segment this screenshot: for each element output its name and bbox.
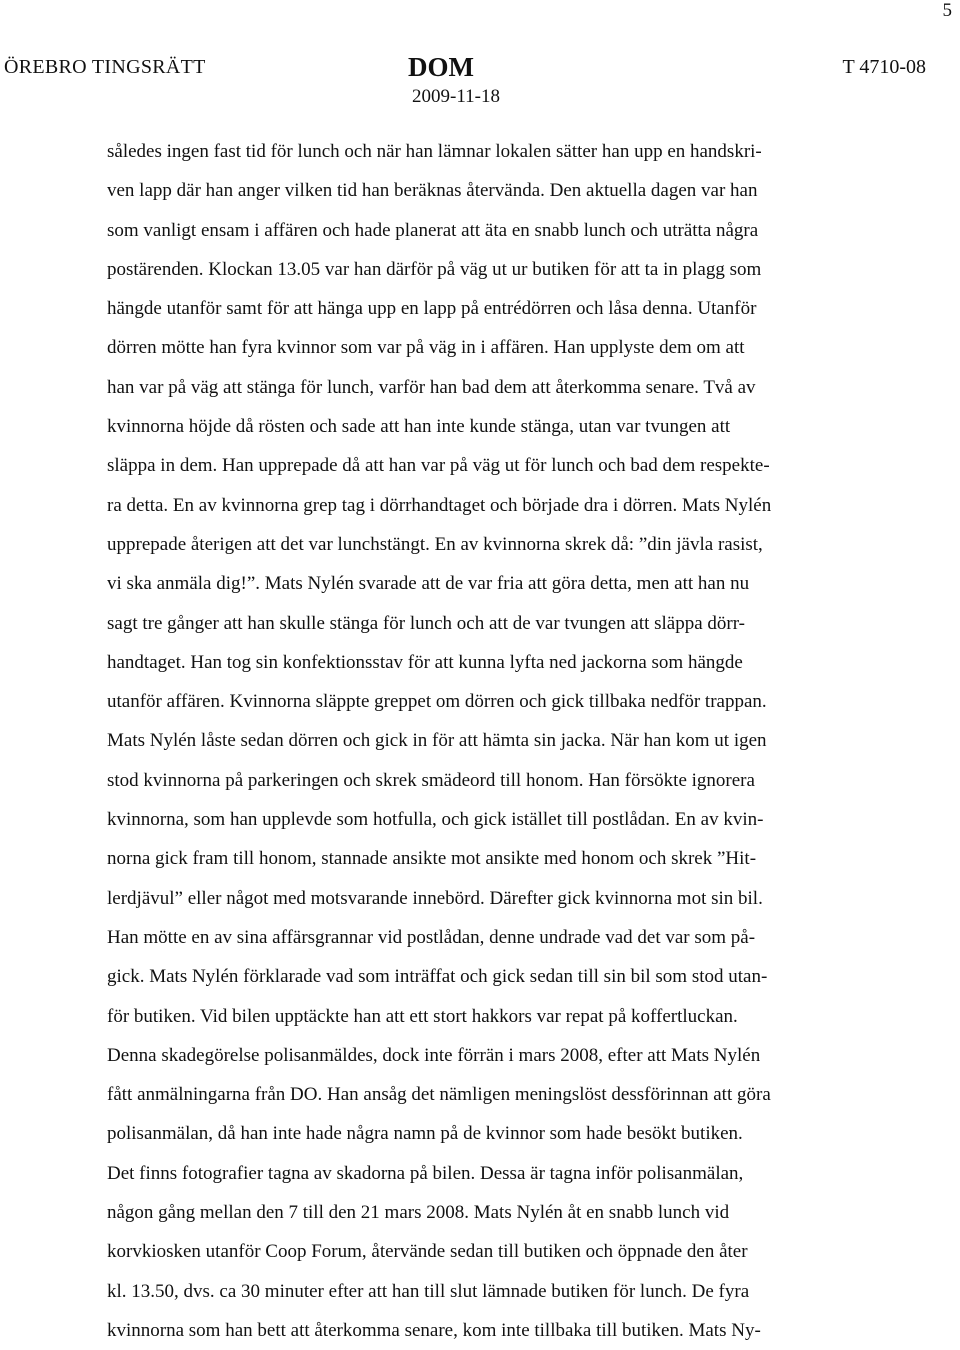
text-line: Denna skadegörelse polisanmäldes, dock inte förrän i mars 2008, efter att Mats Nylén: [107, 1044, 761, 1066]
text-line: således ingen fast tid för lunch och när han lämnar lokalen sätter han upp en handskri-: [107, 141, 762, 162]
text-line: vi ska anmäla dig!”. Mats Nylén svarade att de var fria att göra detta, men att han nu: [107, 573, 750, 595]
text-line: som vanligt ensam i affären och hade planerat att äta en snabb lunch och uträtta några: [107, 219, 759, 241]
text-line: hängde utanför samt för att hänga upp en lapp på entrédörren och låsa denna. Utanför: [107, 298, 757, 320]
text-line: Det finns fotografier tagna av skadorna på bilen. Dessa är tagna inför polisanmälan,: [107, 1162, 744, 1184]
text-line: korvkiosken utanför Coop Forum, återvände sedan till butiken och öppnade den åter: [107, 1241, 748, 1263]
document-header: [0, 52, 960, 112]
document-date: 2009-11-18: [412, 86, 500, 107]
document-body: [107, 132, 907, 1350]
text-line: fått anmälningarna från DO. Han ansåg det nämligen meningslöst dessförinnan att göra: [107, 1084, 771, 1106]
text-line: kl. 13.50, dvs. ca 30 minuter efter att han till slut lämnade butiken för lunch. De fyra: [107, 1280, 750, 1302]
text-line: utanför affären. Kvinnorna släppte greppet om dörren och gick tillbaka nedför trappan.: [107, 691, 767, 713]
text-line: gick. Mats Nylén förklarade vad som inträffat och gick sedan till sin bil som stod utan-: [107, 966, 768, 988]
page-number: 5: [942, 0, 952, 21]
text-line: Mats Nylén låste sedan dörren och gick in för att hämta sin jacka. När han kom ut igen: [107, 730, 767, 752]
text-line: någon gång mellan den 7 till den 21 mars 2008. Mats Nylén åt en snabb lunch vid: [107, 1202, 730, 1224]
text-line: kvinnorna, som han upplevde som hotfulla, och gick istället till postlådan. En av kvin-: [107, 809, 764, 831]
text-line: för butiken. Vid bilen upptäckte han att ett stort hakkors var repat på koffertluckan.: [107, 1005, 738, 1027]
text-line: ven lapp där han anger vilken tid han beräknas återvända. Den aktuella dagen var han: [107, 180, 758, 202]
case-number: T 4710-08: [842, 56, 926, 78]
text-line: dörren mötte han fyra kvinnor som var på väg in i affären. Han upplyste dem om att: [107, 337, 745, 359]
court-name: ÖREBRO TINGSRÄTT: [4, 56, 206, 78]
text-line: kvinnorna höjde då rösten och sade att han inte kunde stänga, utan var tvungen att: [107, 416, 731, 438]
text-line: han var på väg att stänga för lunch, varför han bad dem att återkomma senare. Två av: [107, 376, 756, 398]
text-line: släppa in dem. Han upprepade då att han var på väg ut för lunch och bad dem respekte-: [107, 455, 770, 477]
text-line: stod kvinnorna på parkeringen och skrek smädeord till honom. Han försökte ignorera: [107, 769, 755, 791]
text-line: sagt tre gånger att han skulle stänga för lunch och att de var tvungen att släppa dörr-: [107, 612, 746, 634]
text-line: norna gick fram till honom, stannade ansikte mot ansikte med honom och skrek ”Hit-: [107, 848, 757, 870]
text-line: postärenden. Klockan 13.05 var han därför på väg ut ur butiken för att ta in plagg som: [107, 258, 762, 280]
text-line: Han mötte en av sina affärsgrannar vid postlådan, denne undrade vad det var som på-: [107, 926, 756, 948]
text-line: upprepade återigen att det var lunchstängt. En av kvinnorna skrek då: ”din jävla rasist,: [107, 533, 763, 555]
text-line: lerdjävul” eller något med motsvarande innebörd. Därefter gick kvinnorna mot sin bil.: [107, 887, 763, 909]
text-line: ra detta. En av kvinnorna grep tag i dörrhandtaget och började dra i dörren. Mats Nylén: [107, 494, 772, 516]
text-line: polisanmälan, då han inte hade några namn på de kvinnor som hade besökt butiken.: [107, 1123, 743, 1145]
document-type: DOM: [408, 52, 474, 82]
text-line: handtaget. Han tog sin konfektionsstav för att kunna lyfta ned jackorna som hängde: [107, 651, 743, 673]
text-line: kvinnorna som han bett att återkomma senare, kom inte tillbaka till butiken. Mats Ny-: [107, 1319, 761, 1341]
